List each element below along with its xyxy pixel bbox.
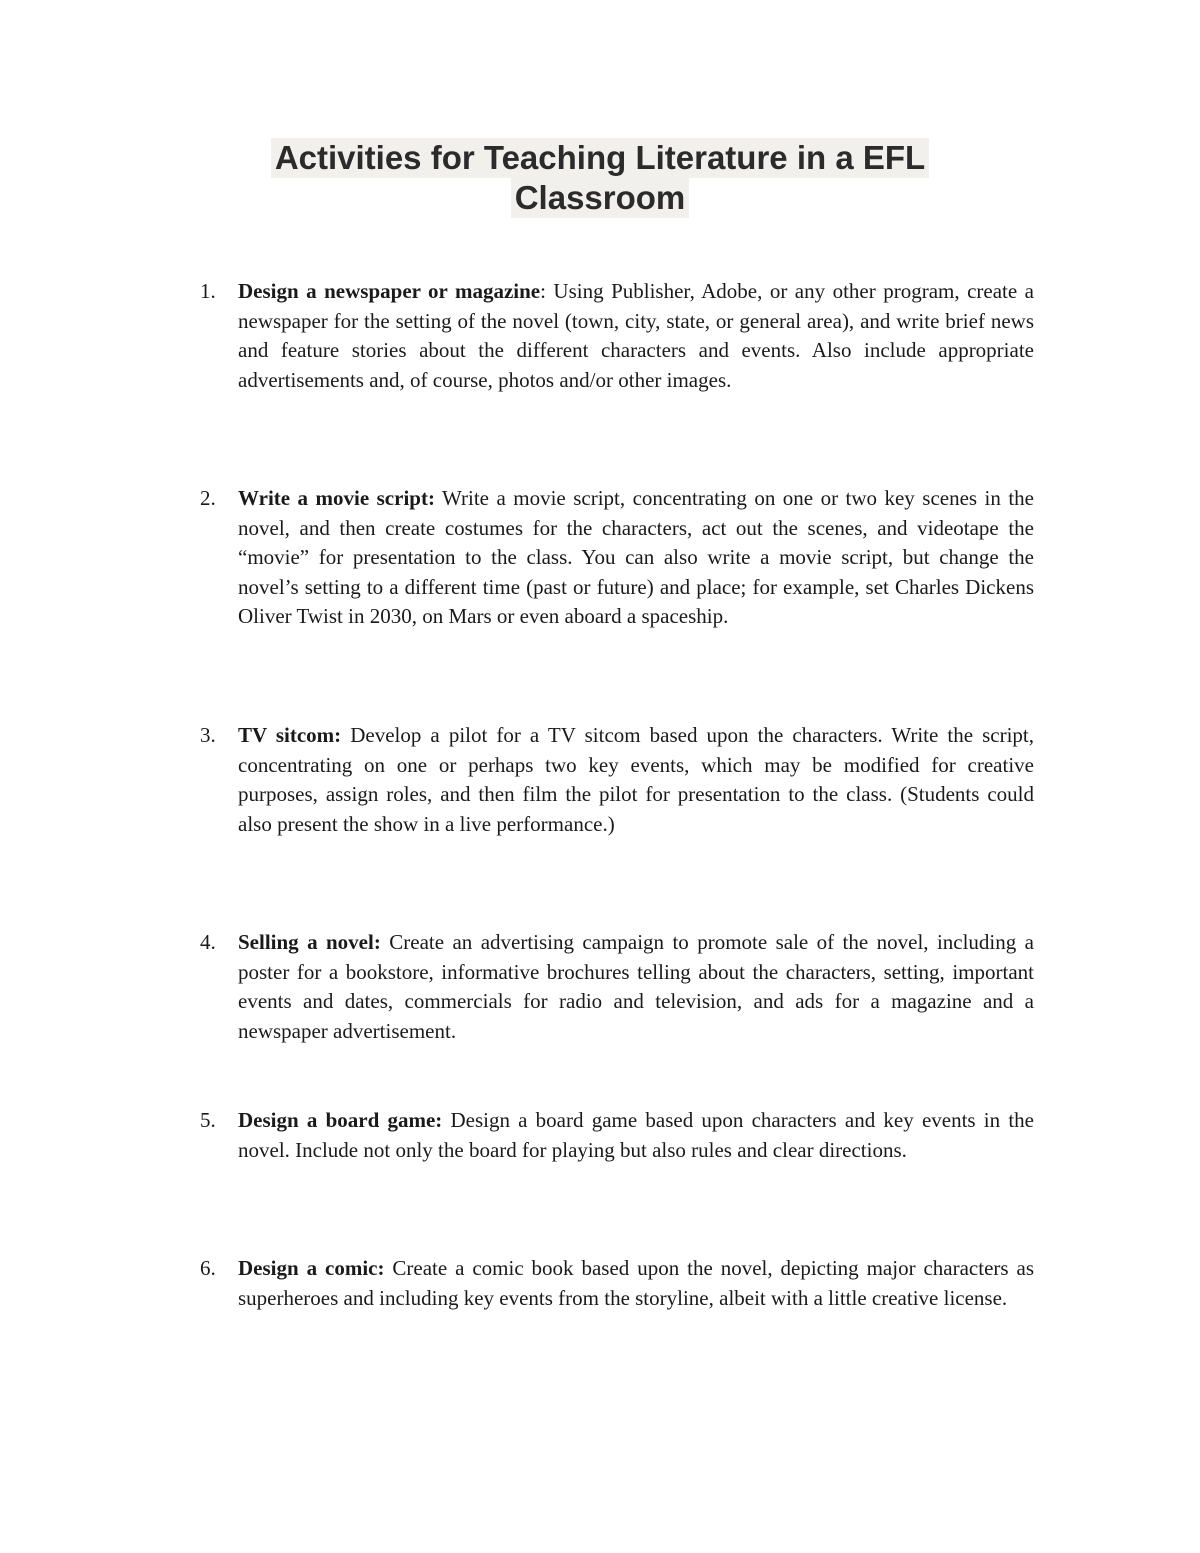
item-body <box>238 928 1034 1046</box>
item-body <box>238 277 1034 395</box>
item-text: Create a comic book based upon the novel, depicting major characters as superheroes and including key events from the storyline, albeit with a little creative license. <box>238 1256 1034 1310</box>
document-title <box>0 138 1200 218</box>
list-item <box>200 1254 1034 1313</box>
item-heading: Design a board game: <box>238 1108 443 1132</box>
item-text: Create an advertising campaign to promote sale of the novel, including a poster for a bookstore, informative brochures telling about the characters, setting, important events and dates, commercials for radio and television, and ads for a magazine and a newspaper advertisement. <box>238 930 1034 1043</box>
list-item <box>200 484 1034 632</box>
item-text: Design a board game based upon characters and key events in the novel. Include not only the board for playing but also rules and clear directions. <box>238 1108 1034 1162</box>
item-number: 6. <box>200 1256 216 1280</box>
list-item <box>200 1106 1034 1165</box>
item-body <box>238 484 1034 632</box>
item-text: Write a movie script, concentrating on one or two key scenes in the novel, and then create costumes for the characters, act out the scenes, and videotape the “movie” for presentation to the class. You can also write a movie script, but change the novel’s setting to a different time (past or future) and place; for example, set Charles Dickens Oliver Twist in 2030, on Mars or even aboard a spaceship. <box>238 486 1034 628</box>
item-number: 5. <box>200 1108 216 1132</box>
item-heading: Selling a novel: <box>238 930 381 954</box>
list-item <box>200 277 1034 395</box>
item-body <box>238 721 1034 839</box>
item-heading: Design a newspaper or magazine <box>238 279 541 303</box>
title-line-2: Classroom <box>511 178 690 218</box>
item-body <box>238 1106 1034 1165</box>
item-text: Develop a pilot for a TV sitcom based upon the characters. Write the script, concentrating on one or perhaps two key events, which may be modified for creative purposes, assign roles, and then film the pilot for presentation to the class. (Students could also present the show in a live performance.) <box>238 723 1034 836</box>
item-heading: Write a movie script: <box>238 486 435 510</box>
item-text: : Using Publisher, Adobe, or any other program, create a newspaper for the setting of the novel (town, city, state, or general area), and write brief news and feature stories about the different characters and events. Also include appropriate advertisements and, of course, photos and/or other images. <box>238 279 1034 392</box>
item-heading: TV sitcom: <box>238 723 342 747</box>
item-number: 1. <box>200 279 216 303</box>
title-line-1: Activities for Teaching Literature in a EFL <box>271 138 929 178</box>
list-item <box>200 721 1034 839</box>
item-number: 2. <box>200 486 216 510</box>
list-item <box>200 928 1034 1046</box>
item-heading: Design a comic: <box>238 1256 385 1280</box>
item-body <box>238 1254 1034 1313</box>
item-number: 3. <box>200 723 216 747</box>
item-number: 4. <box>200 930 216 954</box>
